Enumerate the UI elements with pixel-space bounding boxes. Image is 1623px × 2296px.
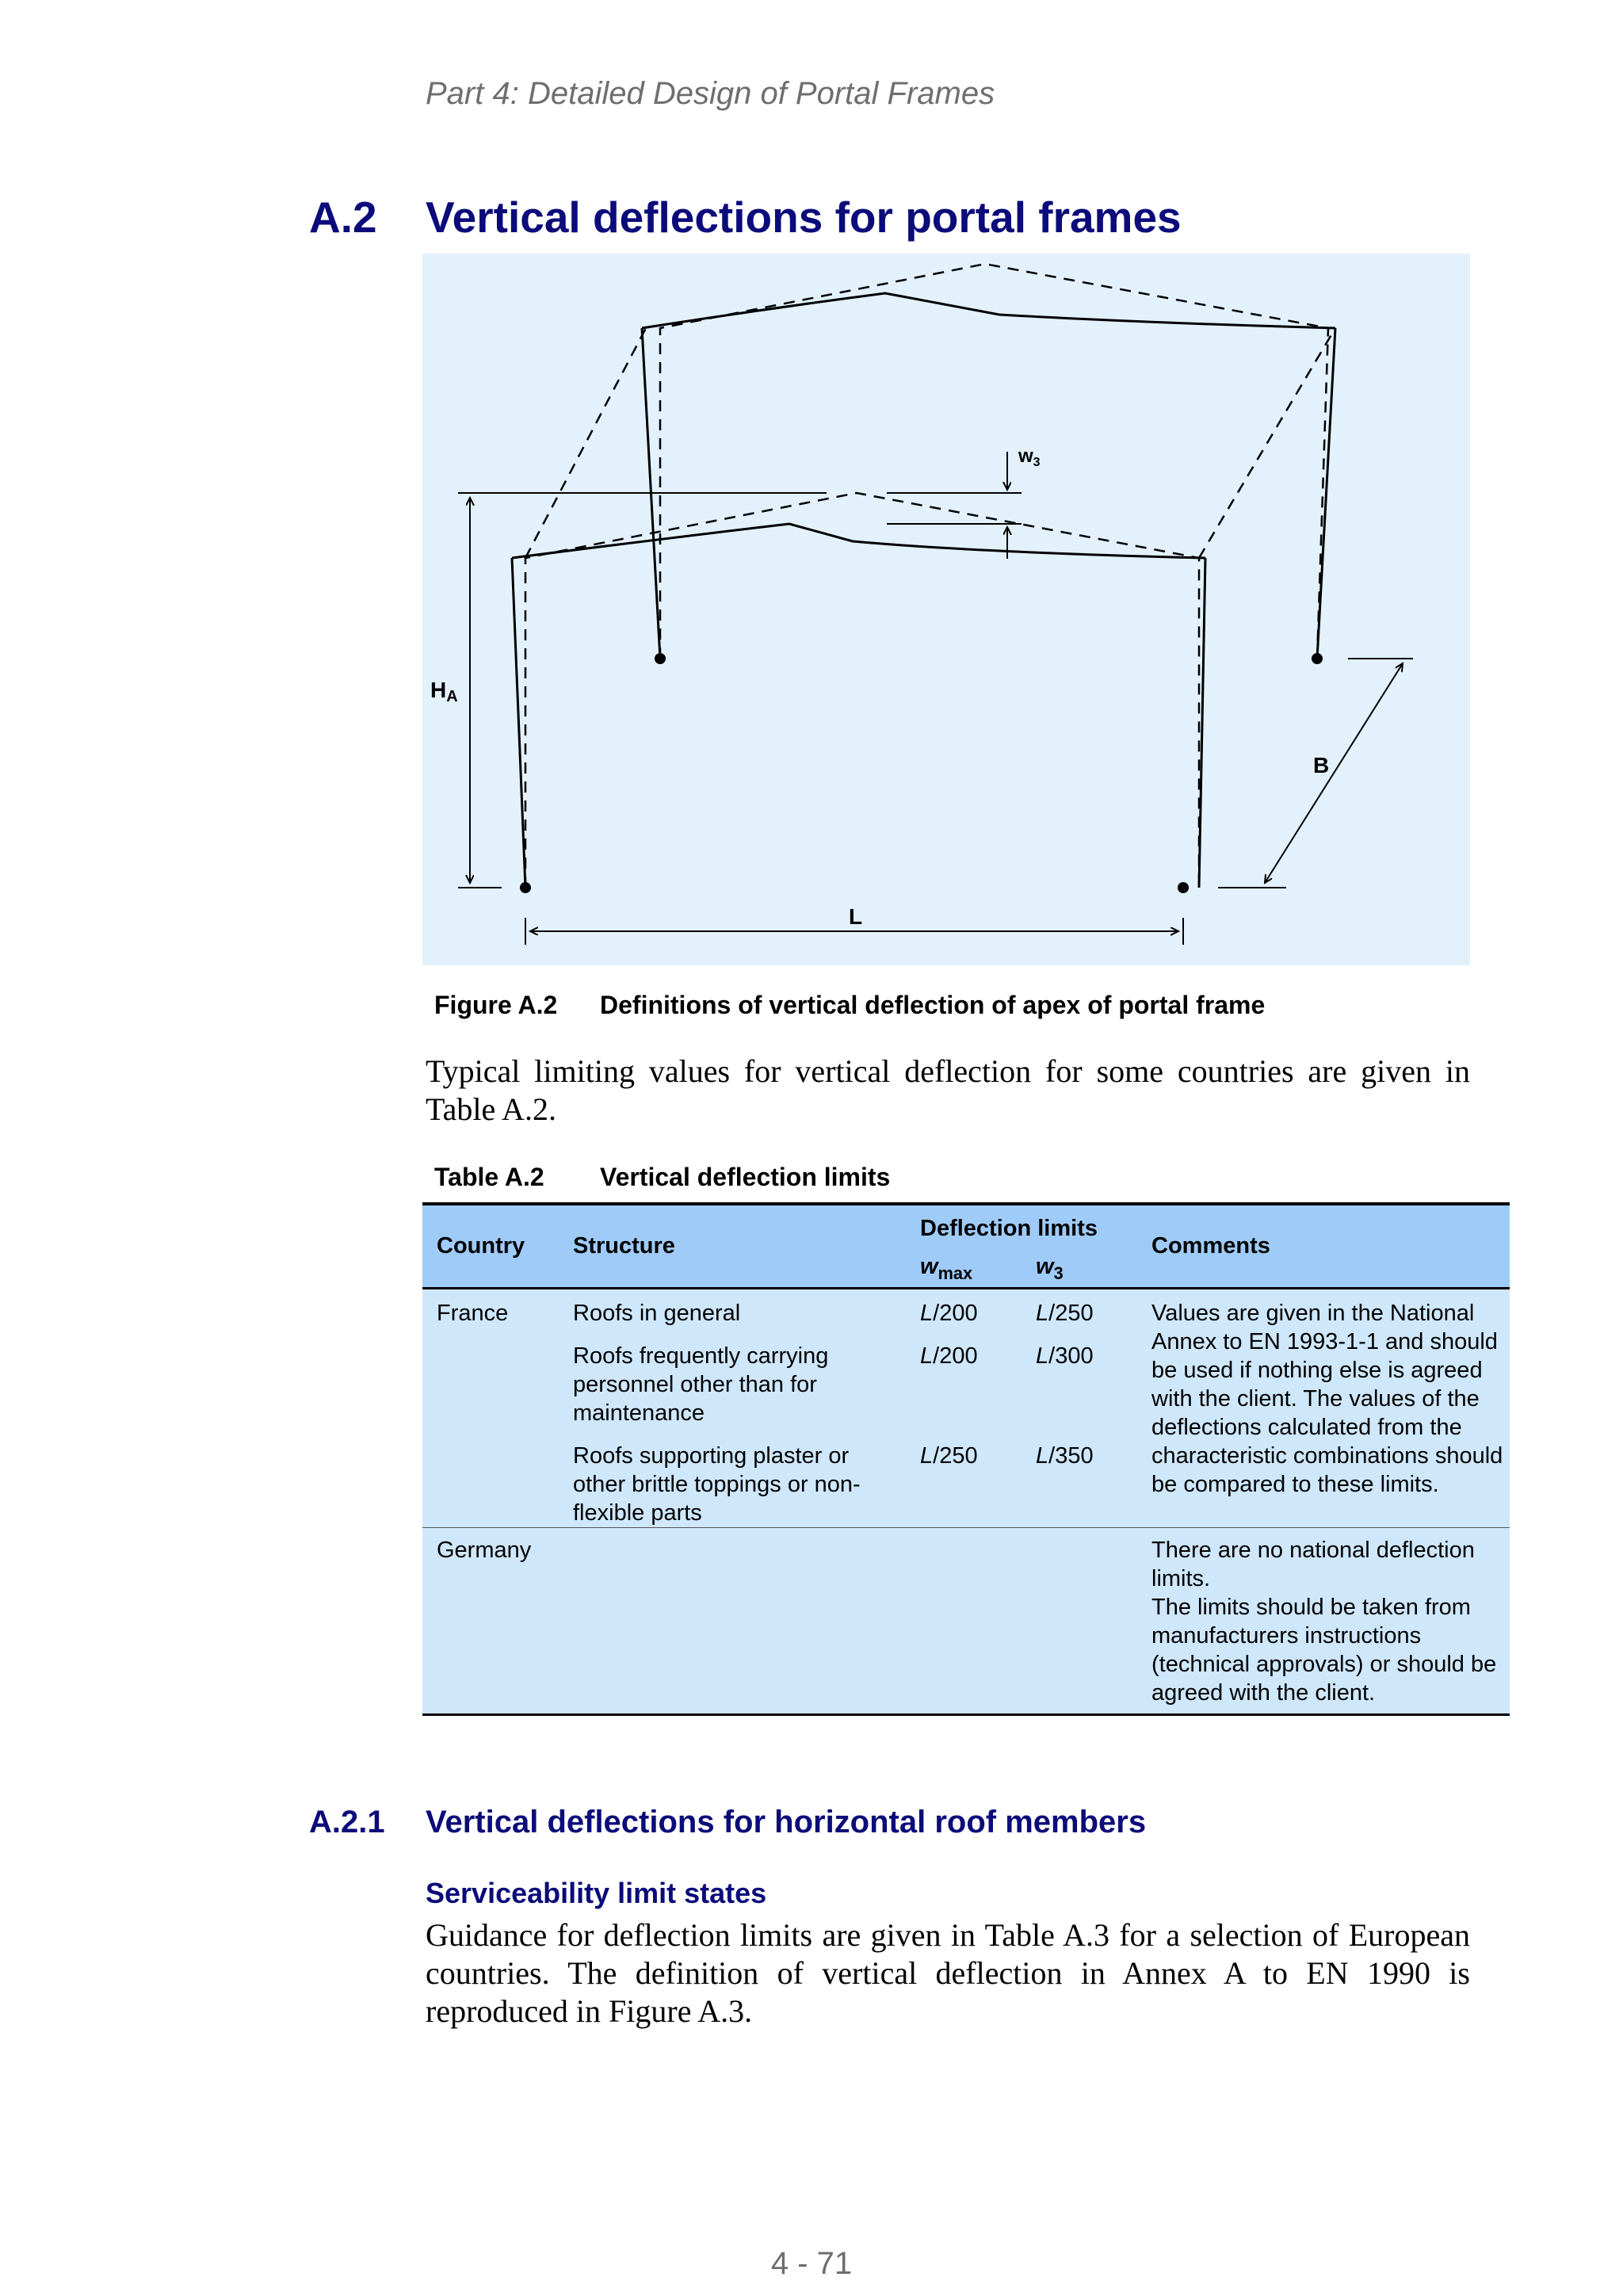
germany-w3 (1022, 1527, 1137, 1714)
header-country: Country (422, 1204, 559, 1288)
front-frame-deflected (525, 493, 1199, 888)
back-frame-rafters (642, 293, 1335, 328)
subsection-number: A.2.1 (309, 1805, 385, 1839)
label-w3: $w_3$ (1018, 445, 1041, 469)
france-structure-2: Roofs frequently carrying personnel other than for maintenance (573, 1343, 829, 1426)
france-structure-3: Roofs supporting plaster or other brittle toppings or non-flexible parts (573, 1442, 861, 1526)
france-structures (559, 1288, 906, 1527)
germany-wmax (906, 1527, 1022, 1714)
header-wmax: $w_{max}$ (906, 1247, 1022, 1288)
germany-structure (559, 1527, 906, 1714)
support-back-left (655, 653, 666, 664)
subsection-title: Vertical deflections for horizontal roof members (426, 1805, 1147, 1839)
portal-frame-diagram (422, 254, 1470, 965)
label-HA: HA (430, 678, 458, 705)
body-paragraph: Guidance for deflection limits are given in Table A.3 for a selection of European countries. The definition of vertical deflection in Annex A to EN 1990 is reproduced in Figure A.3. (426, 1917, 1470, 2029)
header-w3: $w_3$ (1022, 1247, 1137, 1288)
back-frame-right-column (1317, 328, 1335, 659)
running-header: Part 4: Detailed Design of Portal Frames (426, 76, 995, 111)
figure-caption-text: Definitions of vertical deflection of apex of portal frame (600, 991, 1266, 1019)
back-frame-deflected (660, 264, 1328, 659)
back-frame-sway-left (525, 328, 646, 558)
table-title: Vertical deflection limits (600, 1163, 891, 1191)
deflection-limits-table (422, 1202, 1510, 1716)
header-comments: Comments (1137, 1204, 1510, 1288)
section-title: Vertical deflections for portal frames (426, 193, 1182, 242)
germany-country: Germany (422, 1527, 559, 1714)
front-frame-left-column (512, 558, 525, 888)
back-frame-sway-right (1199, 328, 1335, 558)
support-front-right (1178, 882, 1189, 893)
france-comments: Values are given in the National Annex to EN 1993-1-1 and should be used if nothing else is agreed with the client. The values of the deflections calculated from the characteristic combinations should be compared to these limits. (1137, 1288, 1510, 1527)
page-number: 4 - 71 (770, 2246, 853, 2281)
section-number: A.2 (309, 193, 377, 242)
france-wmax: L/200 L/200 L/250 (906, 1288, 1022, 1527)
support-back-right (1312, 653, 1323, 664)
table-label: Table A.2 (434, 1163, 544, 1191)
france-structure-1: Roofs in general (573, 1300, 741, 1326)
france-w3: L/250 L/300 L/350 (1022, 1288, 1137, 1527)
header-structure: Structure (559, 1204, 906, 1288)
intro-paragraph: Typical limiting values for vertical deflection for some countries are given in Table A.2. (426, 1053, 1470, 1127)
label-L: L (849, 904, 863, 929)
support-front-left (520, 882, 531, 893)
label-B: B (1313, 753, 1330, 777)
header-deflection-limits: Deflection limits (906, 1204, 1137, 1247)
france-country: France (422, 1288, 559, 1527)
figure-caption-label: Figure A.2 (434, 991, 558, 1019)
subheading: Serviceability limit states (426, 1877, 767, 1909)
germany-comments: There are no national deflection limits. The limits should be taken from manufacturers instructions (technical approvals) or should be agreed with the client. (1137, 1527, 1510, 1714)
